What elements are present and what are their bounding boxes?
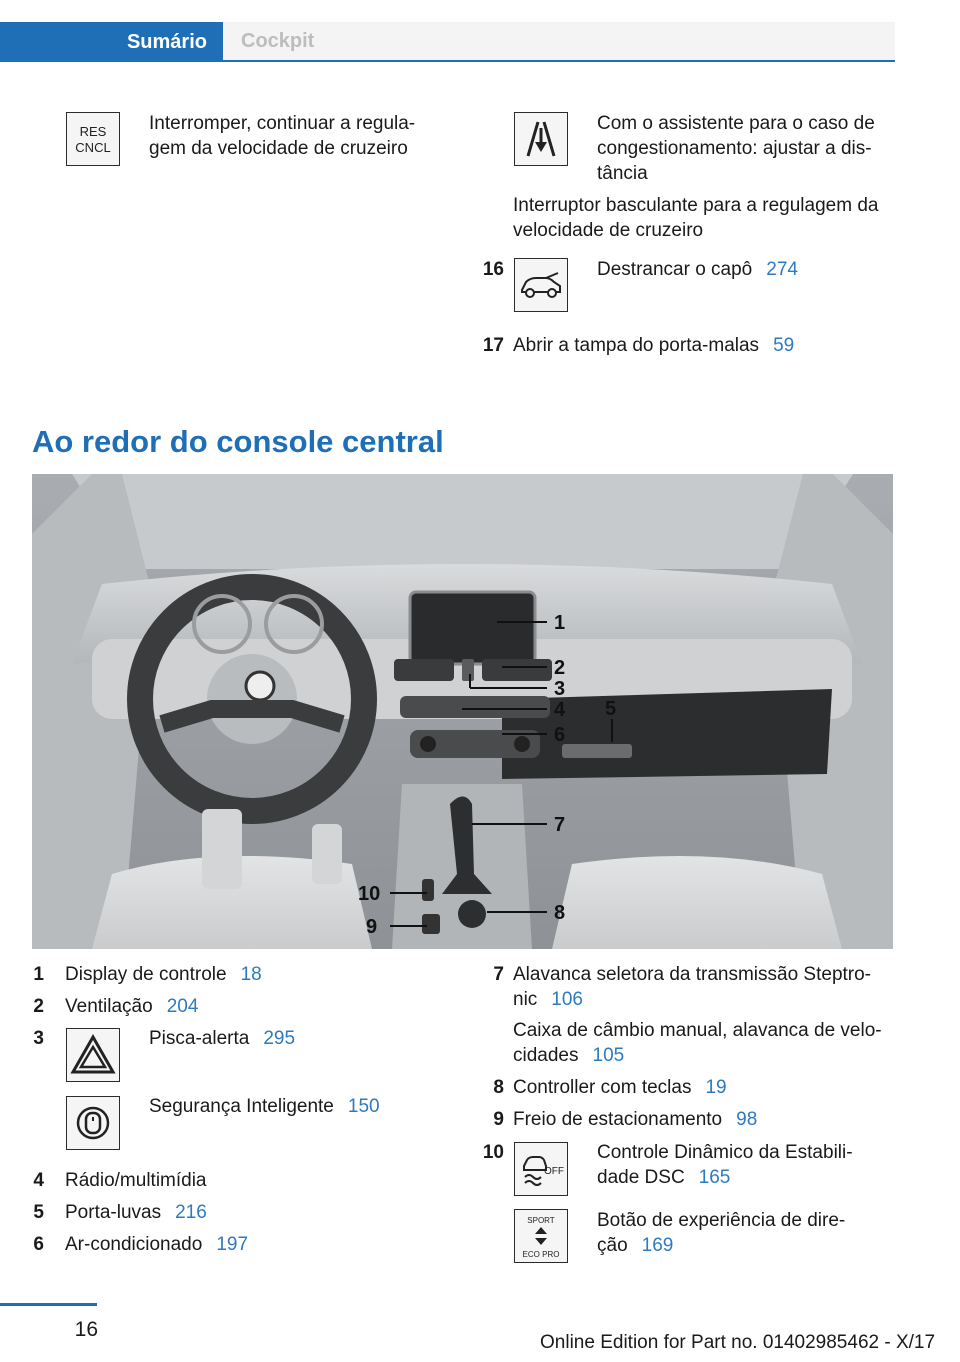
item-number-10: 10 [482, 1142, 504, 1163]
rocker-switch-text-1: Interruptor basculante para a regulagem da [513, 195, 879, 216]
callout-2: 2 [554, 657, 566, 679]
item-4-label: Rádio/multimídia [65, 1170, 207, 1191]
callout-9: 9 [366, 916, 378, 938]
item-number-9: 9 [493, 1109, 504, 1130]
item-16-page-link[interactable]: 274 [766, 259, 798, 280]
traffic-jam-assistant-icon [514, 112, 568, 166]
item-7-sub-label-end: cidades [513, 1045, 579, 1066]
callout-6: 6 [554, 724, 566, 746]
svg-text:CNCL: CNCL [75, 140, 111, 155]
item-10-text-1: Controle Dinâmico da Estabili- [597, 1142, 853, 1163]
item-3-hazard-page-link[interactable]: 295 [263, 1028, 296, 1049]
callout-8: 8 [554, 902, 566, 924]
item-7-sub-text-2[interactable] [513, 1043, 624, 1068]
rocker-switch-text-2: velocidade de cruzeiro [513, 220, 704, 241]
item-number-2: 2 [33, 996, 44, 1017]
tab-sumario-label: Sumário [126, 30, 207, 53]
callout-1: 1 [554, 612, 566, 634]
item-6-text[interactable] [65, 1232, 248, 1257]
svg-text:ECO PRO: ECO PRO [522, 1250, 560, 1259]
item-number-5: 5 [33, 1202, 44, 1223]
svg-text:OFF: OFF [544, 1166, 564, 1177]
item-number-8: 8 [493, 1077, 504, 1098]
item-1-page-link[interactable]: 18 [240, 964, 262, 985]
item-3-hazard-text[interactable] [149, 1026, 295, 1051]
item-number-3: 3 [33, 1028, 44, 1049]
res-cncl-text-2: gem da velocidade de cruzeiro [149, 138, 408, 159]
item-9-label: Freio de estacionamento [513, 1109, 723, 1130]
footer-accent-line [0, 1303, 97, 1306]
dsc-off-icon [514, 1142, 568, 1196]
item-8-page-link[interactable]: 19 [705, 1077, 727, 1098]
item-2-text[interactable] [65, 994, 198, 1019]
item-3-safety-page-link[interactable]: 150 [347, 1096, 380, 1117]
res-cncl-icon [66, 112, 120, 166]
car-hood-icon [514, 258, 568, 312]
item-3-hazard-label: Pisca-alerta [149, 1028, 250, 1049]
intelligent-safety-icon [66, 1096, 120, 1150]
sport-text-2[interactable] [597, 1233, 673, 1258]
top-navigation [0, 0, 895, 62]
item-7-text-1: Alavanca seletora da transmissão Steptro- [513, 964, 872, 985]
item-8-text[interactable] [513, 1075, 727, 1100]
item-1-label: Display de controle [65, 964, 227, 985]
item-number-17: 17 [482, 335, 504, 356]
sport-page-link[interactable]: 169 [641, 1235, 674, 1256]
congestion-text-2: congestionamento: ajustar a dis- [597, 138, 872, 159]
hazard-warning-icon [66, 1028, 120, 1082]
nav-divider [0, 60, 895, 62]
item-6-page-link[interactable]: 197 [216, 1234, 249, 1255]
item-number-7: 7 [493, 964, 504, 985]
item-17-text[interactable] [513, 333, 794, 358]
item-number-6: 6 [33, 1234, 44, 1255]
item-5-text[interactable] [65, 1200, 207, 1225]
item-7-page-link[interactable]: 106 [551, 989, 583, 1010]
item-10-label-end: dade DSC [597, 1167, 685, 1188]
item-number-1: 1 [33, 964, 44, 985]
svg-text:SPORT: SPORT [527, 1216, 555, 1225]
item-5-label: Porta-luvas [65, 1202, 162, 1223]
item-16-label: Destrancar o capô [597, 259, 753, 280]
center-console-figure [32, 474, 893, 949]
item-6-label: Ar-condicionado [65, 1234, 203, 1255]
item-17-label: Abrir a tampa do porta-malas [513, 335, 760, 356]
item-9-text[interactable] [513, 1107, 757, 1132]
item-7-text-2[interactable] [513, 987, 583, 1012]
callout-5: 5 [605, 698, 617, 720]
item-10-text-2[interactable] [597, 1165, 730, 1190]
item-number-4: 4 [33, 1170, 44, 1191]
res-cncl-text-1: Interromper, continuar a regula- [149, 113, 416, 134]
page-number: 16 [74, 1318, 98, 1341]
sport-text-1: Botão de experiência de dire- [597, 1210, 846, 1231]
item-number-16: 16 [482, 259, 504, 280]
edition-note: Online Edition for Part no. 01402985462 - X/17 [540, 1332, 936, 1353]
section-title: Ao redor do console central [32, 424, 444, 459]
item-17-page-link[interactable]: 59 [773, 335, 795, 356]
congestion-text-3: tância [597, 163, 648, 184]
item-3-safety-label: Segurança Inteligente [149, 1096, 334, 1117]
item-9-page-link[interactable]: 98 [736, 1109, 758, 1130]
callout-3: 3 [554, 678, 566, 700]
item-2-page-link[interactable]: 204 [166, 996, 199, 1017]
item-7-sub-page-link[interactable]: 105 [592, 1045, 625, 1066]
callout-10: 10 [358, 883, 381, 905]
item-1-text[interactable] [65, 962, 262, 987]
item-7-label-end: nic [513, 989, 538, 1010]
tab-sumario[interactable] [0, 22, 223, 62]
tab-cockpit[interactable] [223, 22, 895, 60]
svg-text:RES: RES [79, 124, 107, 139]
driving-experience-switch-icon [514, 1209, 568, 1263]
item-16-text[interactable] [597, 257, 798, 282]
item-10-page-link[interactable]: 165 [698, 1167, 731, 1188]
callout-7: 7 [554, 814, 566, 836]
item-7-sub-text-1: Caixa de câmbio manual, alavanca de velo- [513, 1020, 882, 1041]
item-8-label: Controller com teclas [513, 1077, 692, 1098]
item-5-page-link[interactable]: 216 [175, 1202, 207, 1223]
tab-cockpit-label: Cockpit [241, 29, 315, 52]
sport-label-end: ção [597, 1235, 628, 1256]
callout-4: 4 [554, 699, 566, 721]
item-3-safety-text[interactable] [149, 1094, 380, 1119]
item-2-label: Ventilação [65, 996, 153, 1017]
congestion-text-1: Com o assistente para o caso de [597, 113, 875, 134]
